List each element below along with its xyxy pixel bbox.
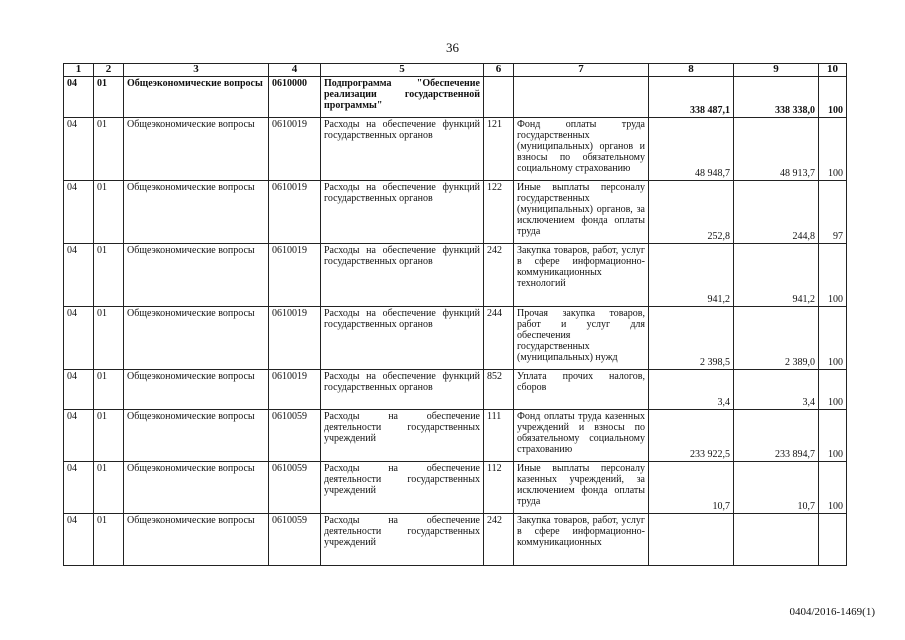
header-col-7: 7: [514, 64, 649, 77]
table-row: [64, 77, 847, 118]
cell-col-7: Иные выплаты персоналу казенных учреждений, за исключением фонда оплаты труда: [514, 462, 649, 514]
header-col-9: 9: [734, 64, 819, 77]
table-row: [64, 370, 847, 410]
cell-col-9: 233 894,7: [734, 410, 819, 462]
cell-col-2: 01: [94, 244, 124, 307]
cell-col-10: 100: [819, 244, 847, 307]
cell-col-10: 100: [819, 307, 847, 370]
cell-col-7: Прочая закупка товаров, работ и услуг для обеспечения государственных (муниципальных) нужд: [514, 307, 649, 370]
cell-col-1: 04: [64, 181, 94, 244]
cell-col-9: 10,7: [734, 462, 819, 514]
table-row: [64, 410, 847, 462]
header-col-5: 5: [321, 64, 484, 77]
header-col-8: 8: [649, 64, 734, 77]
cell-col-8: 10,7: [649, 462, 734, 514]
cell-col-6: 852: [484, 370, 514, 410]
cell-col-10: 100: [819, 77, 847, 118]
cell-col-2: 01: [94, 370, 124, 410]
cell-col-5: Расходы на обеспечение функций государственных органов: [321, 118, 484, 181]
cell-col-5: Расходы на обеспечение деятельности государственных учреждений: [321, 410, 484, 462]
cell-col-8: 252,8: [649, 181, 734, 244]
cell-col-3: Общеэкономические вопросы: [124, 370, 269, 410]
cell-col-8: 338 487,1: [649, 77, 734, 118]
cell-col-3: Общеэкономические вопросы: [124, 181, 269, 244]
header-col-3: 3: [124, 64, 269, 77]
cell-col-9: [734, 514, 819, 566]
cell-col-2: 01: [94, 307, 124, 370]
cell-col-5: Расходы на обеспечение деятельности государственных учреждений: [321, 514, 484, 566]
header-col-10: 10: [819, 64, 847, 77]
cell-col-5: Расходы на обеспечение функций государственных органов: [321, 307, 484, 370]
cell-col-1: 04: [64, 370, 94, 410]
cell-col-8: [649, 514, 734, 566]
cell-col-4: 0610019: [269, 370, 321, 410]
cell-col-5: Расходы на обеспечение деятельности государственных учреждений: [321, 462, 484, 514]
cell-col-7: Иные выплаты персоналу государственных (муниципальных) органов, за исключением фонда оплаты труда: [514, 181, 649, 244]
cell-col-8: 3,4: [649, 370, 734, 410]
cell-col-4: 0610059: [269, 514, 321, 566]
document-code: 0404/2016-1469(1): [789, 606, 875, 618]
header-col-2: 2: [94, 64, 124, 77]
cell-col-10: 100: [819, 462, 847, 514]
table-row: [64, 307, 847, 370]
cell-col-1: 04: [64, 77, 94, 118]
cell-col-7: Фонд оплаты труда казенных учреждений и взносы по обязательному социальному страхованию: [514, 410, 649, 462]
cell-col-9: 244,8: [734, 181, 819, 244]
cell-col-6: [484, 77, 514, 118]
cell-col-3: Общеэкономические вопросы: [124, 118, 269, 181]
cell-col-10: 100: [819, 118, 847, 181]
cell-col-3: Общеэкономические вопросы: [124, 410, 269, 462]
cell-col-7: Фонд оплаты труда государственных (муниципальных) органов и взносы по обязательному социальному страхованию: [514, 118, 649, 181]
header-col-4: 4: [269, 64, 321, 77]
table-row: [64, 462, 847, 514]
cell-col-4: 0610059: [269, 462, 321, 514]
cell-col-2: 01: [94, 514, 124, 566]
cell-col-1: 04: [64, 244, 94, 307]
cell-col-5: Расходы на обеспечение функций государственных органов: [321, 244, 484, 307]
cell-col-4: 0610019: [269, 181, 321, 244]
cell-col-9: 941,2: [734, 244, 819, 307]
cell-col-1: 04: [64, 462, 94, 514]
page-number: 36: [446, 40, 459, 55]
cell-col-6: 121: [484, 118, 514, 181]
budget-table: [63, 63, 847, 566]
cell-col-2: 01: [94, 410, 124, 462]
cell-col-8: 233 922,5: [649, 410, 734, 462]
cell-col-9: 48 913,7: [734, 118, 819, 181]
cell-col-3: Общеэкономические вопросы: [124, 307, 269, 370]
table-row: [64, 244, 847, 307]
cell-col-7: Закупка товаров, работ, услуг в сфере информационно-коммуникационных: [514, 514, 649, 566]
cell-col-4: 0610019: [269, 118, 321, 181]
cell-col-8: 48 948,7: [649, 118, 734, 181]
cell-col-5: Подпрограмма "Обеспечение реализации государственной программы": [321, 77, 484, 118]
cell-col-8: 941,2: [649, 244, 734, 307]
cell-col-1: 04: [64, 410, 94, 462]
table-row: [64, 181, 847, 244]
cell-col-2: 01: [94, 181, 124, 244]
cell-col-9: 3,4: [734, 370, 819, 410]
cell-col-4: 0610000: [269, 77, 321, 118]
cell-col-5: Расходы на обеспечение функций государственных органов: [321, 181, 484, 244]
cell-col-9: 338 338,0: [734, 77, 819, 118]
cell-col-3: Общеэкономические вопросы: [124, 77, 269, 118]
cell-col-10: 100: [819, 410, 847, 462]
cell-col-6: 112: [484, 462, 514, 514]
cell-col-9: 2 389,0: [734, 307, 819, 370]
cell-col-5: Расходы на обеспечение функций государственных органов: [321, 370, 484, 410]
cell-col-7: Уплата прочих налогов, сборов: [514, 370, 649, 410]
cell-col-1: 04: [64, 514, 94, 566]
cell-col-4: 0610059: [269, 410, 321, 462]
cell-col-1: 04: [64, 307, 94, 370]
table-body: [64, 77, 847, 566]
cell-col-8: 2 398,5: [649, 307, 734, 370]
cell-col-3: Общеэкономические вопросы: [124, 462, 269, 514]
header-col-6: 6: [484, 64, 514, 77]
cell-col-2: 01: [94, 77, 124, 118]
header-col-1: 1: [64, 64, 94, 77]
table-row: [64, 514, 847, 566]
cell-col-3: Общеэкономические вопросы: [124, 244, 269, 307]
header-row: [64, 64, 847, 77]
cell-col-4: 0610019: [269, 244, 321, 307]
cell-col-7: [514, 77, 649, 118]
cell-col-10: 100: [819, 370, 847, 410]
cell-col-10: [819, 514, 847, 566]
cell-col-6: 122: [484, 181, 514, 244]
cell-col-3: Общеэкономические вопросы: [124, 514, 269, 566]
cell-col-2: 01: [94, 462, 124, 514]
cell-col-6: 244: [484, 307, 514, 370]
cell-col-6: 242: [484, 244, 514, 307]
table-row: [64, 118, 847, 181]
cell-col-4: 0610019: [269, 307, 321, 370]
cell-col-2: 01: [94, 118, 124, 181]
cell-col-7: Закупка товаров, работ, услуг в сфере информационно-коммуникационных технологий: [514, 244, 649, 307]
cell-col-6: 242: [484, 514, 514, 566]
cell-col-1: 04: [64, 118, 94, 181]
cell-col-10: 97: [819, 181, 847, 244]
cell-col-6: 111: [484, 410, 514, 462]
